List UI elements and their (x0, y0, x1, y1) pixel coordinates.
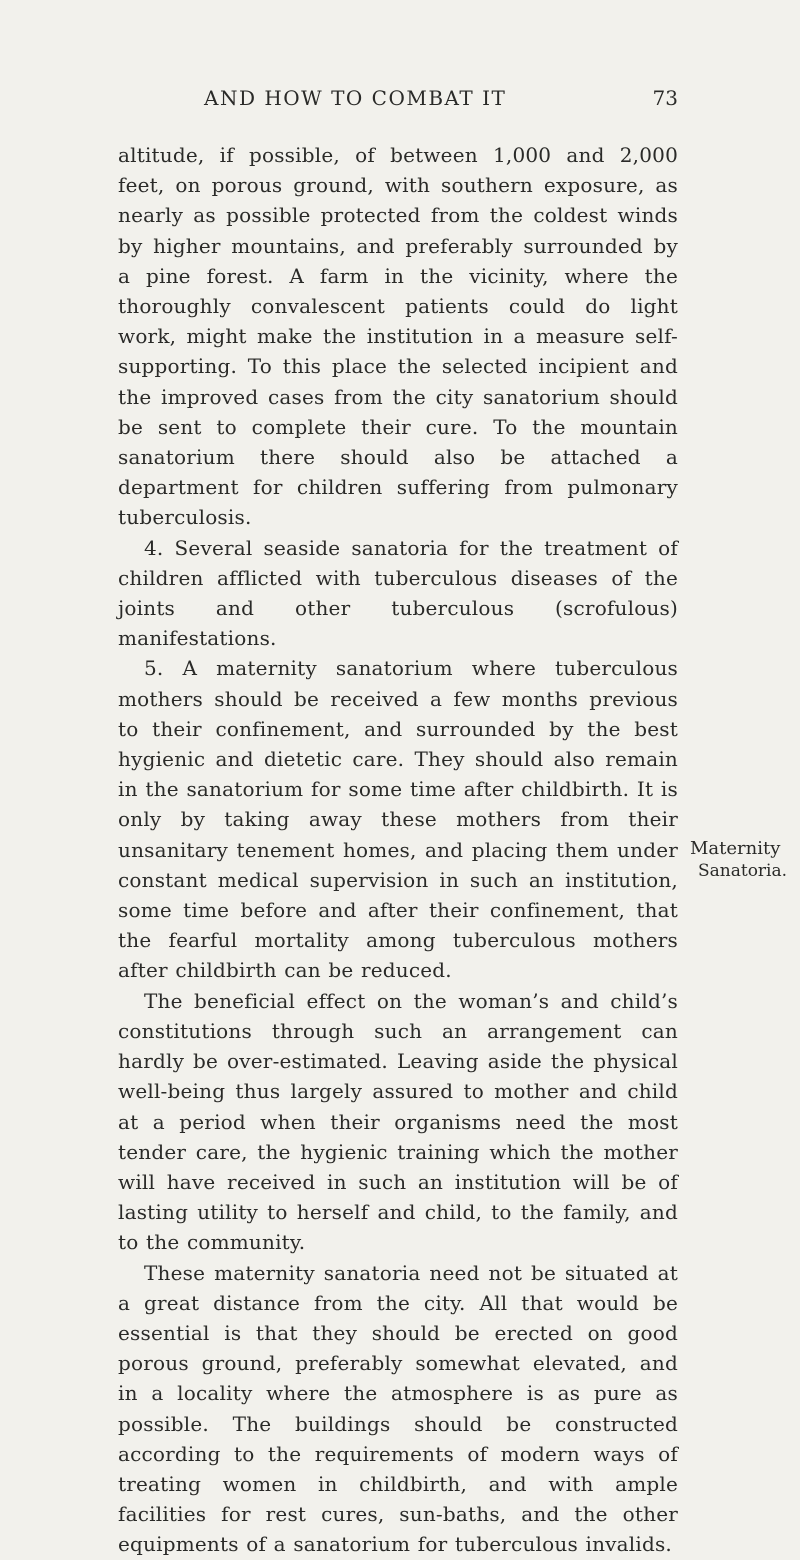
margin-note-line-1: Maternity (690, 838, 781, 859)
paragraph-maternity-sanatorium: 5. A maternity sanatorium where tuberculous mothers should be received a few months previous to their confinement, and surrounded by the best hygienic and dietetic care. They should also remain in the sanatorium for some time after childbirth. It is only by taking away these mothers from their unsanitary tenement homes, and placing them under constant medical supervision in such an institution, some time before and after their confinement, that the fearful mortality among tuberculous mothers after childbirth can be reduced. (118, 656, 678, 983)
margin-note (690, 838, 798, 882)
page-header (118, 86, 678, 116)
paragraph-maternity-sanatoria-location: These maternity sanatoria need not be situated at a great distance from the city. All that would be essential is that they should be erected on good porous ground, preferably somewhat elevated, and in a locality where the atmosphere is as pure as possible. The buildings should be constructed according to the requirements of modern ways of treating women in childbirth, and with ample facilities for rest cures, sun-baths, and the other equipments of a sanatorium for tuberculous invalids. (118, 1260, 678, 1557)
paragraph-seaside-sanatoria: 4. Several seaside sanatoria for the treatment of children afflicted with tuberculous diseases of the joints and other tuberculous (scrofulous) manifestations. (118, 535, 678, 651)
page-number: 73 (652, 86, 678, 110)
paragraph-continuation: altitude, if possible, of between 1,000 and 2,000 feet, on porous ground, with southern exposure, as nearly as possible protected from the coldest winds by higher mountains, and preferably surrounded by a pine forest. A farm in the vicinity, where the thoroughly convalescent patients could do light work, might make the institution in a measure self-supporting. To this place the selected incipient and the improved cases from the city sanatorium should be sent to complete their cure. To the mountain sanatorium there should also be attached a department for children suffering from pulmonary tuberculosis. (118, 143, 678, 530)
running-title: AND HOW TO COMBAT IT (204, 86, 507, 110)
paragraph-beneficial-effect: The beneficial effect on the woman’s and child’s constitutions through such an arrangement can hardly be over-estimated. Leaving aside the physical well-being thus largely assured to mother and child at a period when their organisms need the most tender care, the hygienic training which the mother will have received in such an institution will be of lasting utility to herself and child, to the family, and to the community. (118, 988, 678, 1255)
margin-note-line-2: Sanatoria. (698, 861, 788, 881)
body-text (118, 140, 678, 1560)
